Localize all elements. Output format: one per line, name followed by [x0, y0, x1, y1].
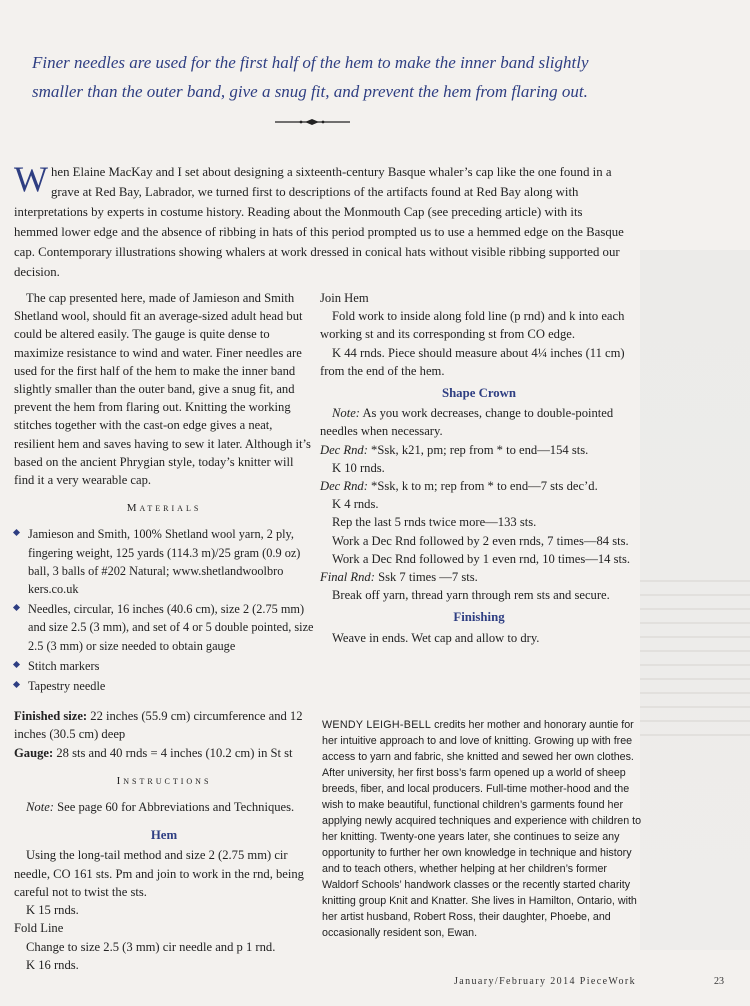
crown-note: Note: As you work decreases, change to double-pointed needles when necessary.: [320, 406, 614, 439]
materials-list: [14, 525, 314, 695]
bullet-icon: [13, 661, 20, 668]
knit-10: K 10 rnds.: [332, 460, 385, 475]
drop-cap: W: [14, 159, 48, 199]
instructions-note: Note: See page 60 for Abbreviations and Techniques.: [26, 800, 295, 815]
final-round: Final Rnd: Ssk 7 times —7 sts.: [320, 570, 478, 585]
break-yarn: Break off yarn, thread yarn through rem sts and secure.: [332, 588, 610, 603]
issue-label: January/February 2014 PieceWork: [454, 976, 636, 987]
hem-step-4: K 16 rnds.: [26, 957, 79, 972]
join-step-2: K 44 rnds. Piece should measure about 4¼ inches (11 cm) from the end of the hem.: [320, 345, 625, 378]
intro-paragraph: [14, 159, 626, 282]
list-item: Stitch markers: [14, 657, 314, 675]
list-item: Jamieson and Smith, 100% Shetland wool yarn, 2 ply, fingering weight, 125 yards (114.3 m)/25 gram (0.9 oz) ball, 3 balls of #202 Natural; www.shetlandwoolbro kers.co.uk: [14, 525, 314, 598]
materials-heading: Materials: [126, 502, 202, 515]
fold-line-heading: Fold Line: [14, 921, 64, 936]
dec-round-1: Dec Rnd: *Ssk, k21, pm; rep from * to end—154 sts.: [320, 442, 589, 457]
gauge: Gauge: 28 sts and 40 rnds = 4 inches (10.2 cm) in St st: [14, 745, 293, 760]
knit-4: K 4 rnds.: [332, 497, 379, 512]
page-number: 23: [714, 976, 724, 987]
hem-step-3: Change to size 2.5 (3 mm) cir needle and p 1 rnd.: [26, 939, 276, 954]
intro-text: hen Elaine MacKay and I set about designing a sixteenth-century Basque whaler’s cap like the one found in a grave at Red Bay, Labrador, we turned first to descriptions of the artifacts found at Red Bay along with interpretations by experts in costume history. Reading about the Monmouth Cap (see preceding article) with its hemmed lower edge and the absence of ribbing in hats of this period prompted us to use a hemmed edge on the Basque cap. Contemporary illustrations showing whalers at work dressed in conical hats without visible ribbing supported our decision.: [14, 165, 624, 279]
bullet-icon: [13, 604, 20, 611]
pull-quote: [32, 48, 722, 106]
divider-ornament: [275, 117, 350, 127]
finishing-heading: Finishing: [453, 610, 505, 625]
shape-crown-heading: Shape Crown: [441, 386, 517, 401]
instructions-heading: Instructions: [116, 774, 212, 787]
page-footer: [454, 976, 724, 987]
hem-step-1: Using the long-tail method and size 2 (2.75 mm) cir needle, CO 161 sts. Pm and join to work in the rnd, being careful not to twist the sts.: [14, 848, 304, 899]
bio-text: credits her mother and honorary auntie for her intuitive approach to and love of knitting. Growing up with free access to yarn and fabric, she knitted and sewed her own clothes. After university, her first boss’s farm opened up a world of sheep breeds, fiber, and local producers. Full-time mother-hood and the wish to make beautiful, functional children’s garments found her applying newly acquired techniques and experience with children to her knitting. Twenty-one years later, she continues to seize any opportunity to further her own knowledge in technique and history and to teach others, whether helping at her children’s former Waldorf Schools’ handwork classes or the recently started charity knitting group Knit and Knatter. She lives in Hamilton, Ontario, with her artist husband, Robert Ross, their daughter, Phoebe, and occasionally resident son, Ewan.: [322, 719, 642, 939]
hem-step-2: K 15 rnds.: [26, 903, 79, 918]
bullet-icon: [13, 529, 20, 536]
author-name: WENDY LEIGH-BELL: [322, 719, 432, 731]
join-step-1: Fold work to inside along fold line (p rnd) and k into each working st and its corresponding st from CO edge.: [320, 309, 625, 342]
work-step-1: Work a Dec Rnd followed by 2 even rnds, 7 times—84 sts.: [332, 533, 629, 548]
join-hem-heading: Join Hem: [320, 291, 369, 305]
left-column: [14, 289, 314, 974]
author-bio: [322, 717, 642, 941]
pull-quote-line-2: smaller than the outer band, give a snug fit, and prevent the hem from flaring out.: [32, 82, 588, 101]
finished-size: Finished size: 22 inches (55.9 cm) circumference and 12 inches (30.5 cm) deep: [14, 709, 303, 742]
dec-round-2: Dec Rnd: *Ssk, k to m; rep from * to end—7 sts dec’d.: [320, 479, 598, 494]
list-item: Tapestry needle: [14, 677, 314, 695]
weave-step: Weave in ends. Wet cap and allow to dry.: [332, 630, 540, 645]
right-column: [320, 289, 638, 647]
cap-description: The cap presented here, made of Jamieson and Smith Shetland wool, should fit an average-sized adult head but could be altered easily. The gauge is quite dense to maximize resistance to wind and water. Finer needles are used for the first half of the hem to make the inner band slightly smaller than the outer band, give a snug fit, and prevent the hem from flaring out. Knitting the working stitches together with the cast-on edge gives a neat, resilient hem and saves having to sew it later. Although it’s based on the ancient Phrygian style, today’s knitter will find it a very wearable cap.: [14, 291, 311, 488]
pull-quote-line-1: Finer needles are used for the first half of the hem to make the inner band slightly: [32, 53, 589, 72]
list-item: Needles, circular, 16 inches (40.6 cm), size 2 (2.75 mm) and size 2.5 (3 mm), and set of 4 or 5 double pointed, size 2.5 (3 mm) or size needed to obtain gauge: [14, 600, 314, 655]
hem-heading: Hem: [150, 828, 178, 843]
repeat-step: Rep the last 5 rnds twice more—133 sts.: [332, 515, 537, 530]
bullet-icon: [13, 681, 20, 688]
bleed-through-sidebar: [640, 250, 750, 950]
work-step-2: Work a Dec Rnd followed by 1 even rnd, 10 times—14 sts.: [332, 551, 631, 566]
